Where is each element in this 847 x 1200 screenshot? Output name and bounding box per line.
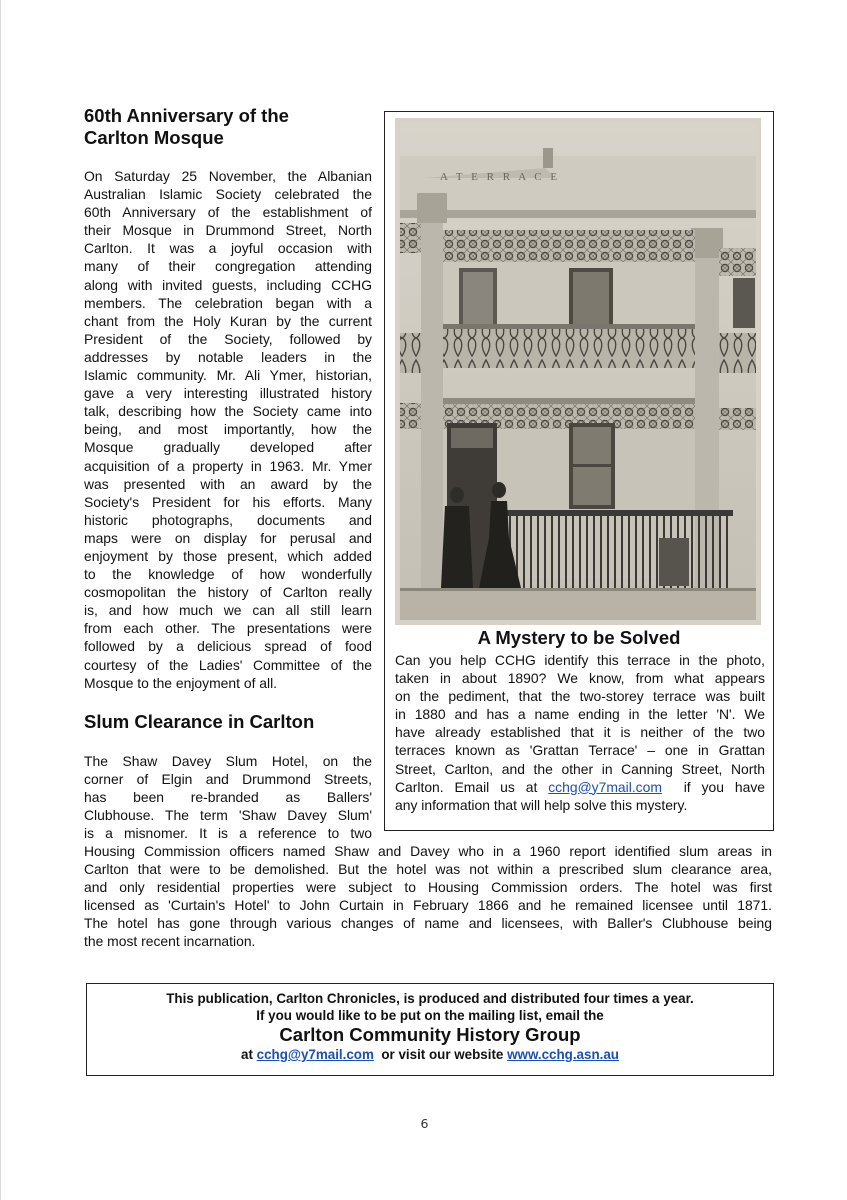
slum-article-body-wide (84, 842, 772, 951)
slum-article-title: Slum Clearance in Carlton (84, 711, 315, 732)
publication-frequency-text: This publication, Carlton Chronicles, is produced and distributed four times a year. (166, 991, 694, 1006)
mystery-email-suffix: if you have (661, 778, 765, 795)
mystery-body-line: taken in about 1890? We know, from what appears (395, 670, 765, 687)
slum-body-line: the most recent incarnation. (84, 933, 256, 950)
mosque-body-line: acquisition of a property in 1963. Mr. Ymer (84, 457, 372, 474)
mosque-body-line: maps were on display for perusal and (84, 529, 372, 546)
mosque-body-line: from each other. The presentations were (84, 620, 372, 637)
slum-body-line: licensed as 'Curtain's Hotel' to John Curtain in February 1866 and he remained licensee until 1871. (84, 897, 772, 914)
mosque-body-line: historic photographs, documents and (84, 511, 372, 528)
mosque-body-line: enjoyment by those present, which added (84, 547, 372, 564)
mosque-body-line: many of their congregation attending (84, 258, 372, 275)
mosque-body-line: along with invited guests, including CCHG (84, 276, 372, 293)
terrace-photo-illustration (395, 118, 761, 625)
footer-email-link[interactable]: cchg@y7mail.com (256, 1047, 374, 1062)
terrace-photo (395, 118, 761, 625)
mystery-email-prefix: Carlton. Email us at (395, 778, 549, 795)
mosque-body-line: Carlton. It was a joyful occasion with (84, 240, 372, 257)
mystery-body-line: in 1880 and has a name ending in the letter 'N'. We (395, 706, 765, 723)
contact-at: at (241, 1047, 257, 1062)
mailing-list-text: If you would like to be put on the mailing list, email the (256, 1008, 604, 1023)
mosque-body-line: addresses by notable leaders in the (84, 348, 372, 365)
mosque-title-line: Carlton Mosque (84, 127, 224, 148)
mystery-body-line: on the pediment, that the two-storey terrace was built (395, 688, 765, 705)
publication-info-box (86, 983, 774, 1076)
mosque-body-line: to the knowledge of how wonderfully (84, 566, 372, 583)
mystery-body-line: Can you help CCHG identify this terrace in the photo, (395, 652, 765, 668)
mosque-body-line: members. The celebration began with a (84, 294, 372, 311)
slum-body-line: The hotel has gone through various changes of name and licensees, with Baller's Clubhouse being (84, 915, 772, 932)
mystery-body-line: terraces known as 'Grattan Terrace' – one in Grattan (395, 742, 765, 759)
slum-body-line: Clubhouse. The term 'Shaw Davey Slum' (84, 807, 372, 824)
slum-body-line: Housing Commission officers named Shaw and Davey who in a 1960 report identified slum areas in (84, 843, 772, 859)
mystery-body-line: Street, Carlton, and the other in Canning Street, North (395, 760, 765, 777)
mystery-email-line (395, 778, 765, 796)
contact-line (87, 1046, 773, 1063)
mosque-body-line: Mosque to the enjoyment of all. (84, 674, 278, 691)
mosque-body-line: talk, describing how the Society came into (84, 403, 372, 420)
mosque-article-body (84, 167, 372, 692)
mosque-body-line: was presented with an award by the (84, 475, 372, 492)
pediment-lettering: A T E R R A C E (440, 171, 561, 183)
slum-body-line: corner of Elgin and Drummond Streets, (84, 771, 372, 788)
slum-body-line: has been re-branded as Ballers' (84, 789, 372, 806)
mosque-body-line: gave a very interesting illustrated history (84, 385, 372, 402)
mosque-body-line: chant from the Holy Kuran by the current (84, 312, 372, 329)
mystery-last-line: any information that will help solve this mystery. (395, 796, 688, 813)
mosque-body-line: Islamic community. Mr. Ali Ymer, historian, (84, 367, 372, 384)
mystery-body-line: have already established that it is neither of the two (395, 724, 765, 741)
mosque-body-line: Society's President for his efforts. Many (84, 493, 372, 510)
mosque-body-line: followed by a delicious spread of food (84, 638, 372, 655)
mosque-body-line: 60th Anniversary of the establishment of (84, 204, 372, 221)
organisation-name: Carlton Community History Group (279, 1024, 581, 1045)
mosque-body-line: President of the Society, followed by (84, 330, 372, 347)
mosque-body-line: being, and most importantly, how the (84, 421, 372, 438)
mosque-article-title (84, 105, 374, 149)
mosque-body-line: their Mosque in Drummond Street, North (84, 222, 372, 239)
mosque-body-line: courtesy of the Ladies' Committee of the (84, 656, 372, 673)
page-number: 6 (420, 1116, 429, 1131)
slum-article-body-narrow (84, 752, 372, 842)
mystery-title: A Mystery to be Solved (477, 627, 681, 648)
slum-body-line: The Shaw Davey Slum Hotel, on the (84, 753, 372, 769)
mosque-body-line: Mosque gradually developed after (84, 439, 372, 456)
slum-body-line: Carlton that were to be demolished. But the hotel was not within a prescribed slum clearance area, (84, 861, 772, 878)
mystery-email-link[interactable]: cchg@y7mail.com (548, 778, 662, 795)
mosque-body-line: is, and how much we can all still learn (84, 602, 372, 619)
slum-body-line: is a misnomer. It is a reference to two (84, 825, 372, 842)
slum-body-line: and only residential properties were subject to Housing Commission orders. The hotel was first (84, 879, 772, 896)
mosque-title-line: 60th Anniversary of the (84, 105, 289, 126)
mosque-body-line: Australian Islamic Society celebrated the (84, 186, 372, 203)
mosque-body-line: On Saturday 25 November, the Albanian (84, 168, 372, 184)
website-link[interactable]: www.cchg.asn.au (507, 1047, 619, 1062)
contact-or-visit: or visit our website (373, 1047, 508, 1062)
mosque-body-line: cosmopolitan the history of Carlton really (84, 584, 372, 601)
mystery-body (395, 651, 765, 814)
